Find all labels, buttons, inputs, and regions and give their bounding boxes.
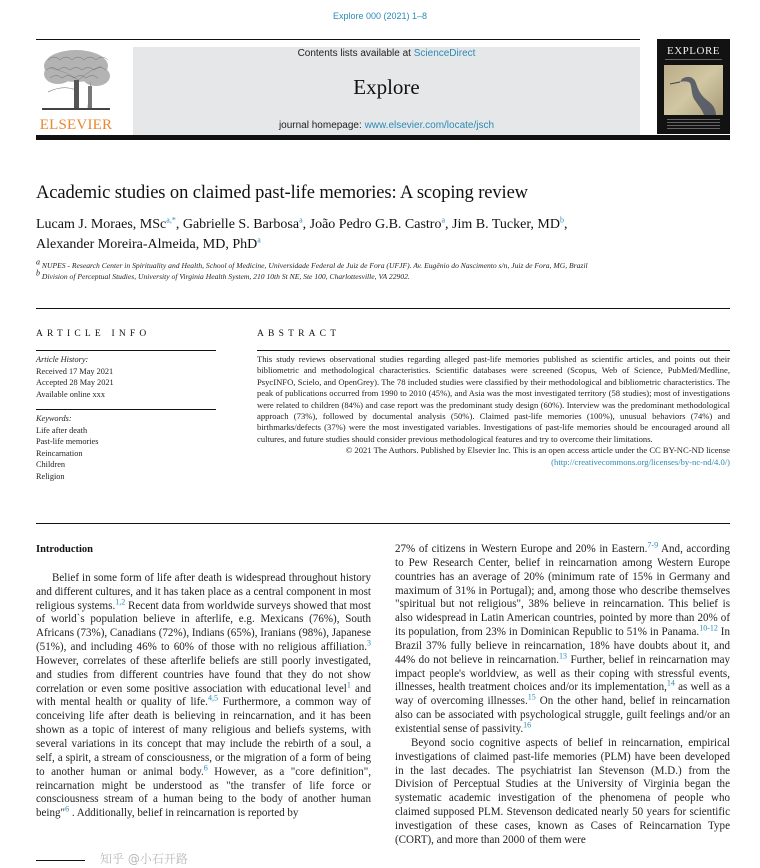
history-online: Available online xxx (36, 389, 105, 399)
elsevier-tree-icon (36, 46, 116, 116)
homepage-prefix: journal homepage: (278, 120, 365, 131)
author-sep: , (445, 217, 453, 232)
author-affil-sup[interactable]: a (441, 215, 446, 225)
intro-paragraph-2 (395, 540, 731, 737)
history-accepted: Accepted 28 May 2021 (36, 378, 114, 387)
masthead-top-rule (36, 39, 640, 40)
footnote-rule (36, 860, 85, 861)
affiliation-key: a (36, 257, 40, 267)
divider (36, 308, 730, 309)
keywords (36, 413, 216, 482)
article-history (36, 354, 216, 400)
masthead-banner (133, 47, 640, 135)
text-run: . Additionally, belief in reincarnation is reported by (69, 807, 299, 820)
text-run: And, according to Pew Research Center, belief in reincarnation among Western Europe countries has an average of 20% (minimum rate of 15% in Germany and maximum of 31% in Portugal); and, among those who describe themselves "spiritual but not religious", 38% believe in reincarnation. This belief is also widespread in Latin American countries, pointed by more than 20% of its population, from 23% in Dominican Republic to 51% in Panama. (395, 543, 730, 639)
citation-link[interactable]: 3 (367, 638, 371, 648)
body-column-left (36, 543, 371, 821)
author-name: Alexander Moreira-Almeida, MD, PhD (36, 237, 258, 252)
running-header[interactable]: Explore 000 (2021) 1–8 (332, 11, 428, 21)
text-run: In Brazil 37% fully believe in reincarnation, 18% have doubts about it, and 44% do not believe in reincarnation. (395, 626, 730, 666)
contents-prefix: Contents lists available at (297, 48, 414, 59)
article-history-label: Article History: (36, 355, 89, 364)
citation-link[interactable]: 13 (559, 651, 568, 661)
history-received: Received 17 May 2021 (36, 366, 114, 376)
text-run: However, as a "core definition", reincarnation might be understood as "the transfer of life force or consciousness stream of a human being to the body of another human being" (36, 765, 371, 820)
author-sep: , (302, 217, 310, 232)
author-sep: , (175, 217, 183, 232)
sciencedirect-link[interactable]: ScienceDirect (413, 48, 476, 59)
keyword: Religion (36, 471, 65, 481)
elsevier-logo[interactable] (36, 46, 116, 134)
homepage-line (133, 120, 640, 131)
author[interactable] (36, 237, 261, 252)
intro-paragraph-1 (36, 572, 371, 821)
abstract-text: This study reviews observational studies regarding alleged past-life memories published as scientific articles, and points out their bibliometric and methodological characteristics. Scientific databases were screened (Scopus, Web of Science, PubMed/Medline, PsycINFO, Scielo, and OpenGrey). The 78 included studies were classified by their methodological and bibliometric characteristics. The peak of publications occurred from 1990 to 2010 (45%), and Asia was the most investigated territory (58 studies); most of investigations were related to children (84%) and case report was the predominant study design (60%). Interview was the predominant methodological approach (73%), followed by documental analysis (50%). Claimed past-life memories (100%), unusual behaviors (74%) and birthmarks/defects (37%) were the most investigated variables. Investigations of past-life memories should be encouraged around all cultures, and future studies should consider previous methodological features and try to overcome their limitations. (257, 354, 730, 444)
affiliation-b (36, 268, 696, 282)
affiliations (36, 257, 696, 282)
author[interactable] (183, 217, 310, 232)
keyword: Past-life memories (36, 437, 99, 446)
cover-text-lines (667, 119, 720, 129)
author-list (36, 215, 736, 255)
journal-cover-image[interactable] (657, 39, 730, 134)
citation-link[interactable]: 14 (666, 678, 675, 688)
author-name: Jim B. Tucker, MD (452, 217, 560, 232)
masthead-bottom-rule (36, 135, 730, 140)
journal-homepage-link[interactable]: www.elsevier.com/locate/jsch (364, 120, 495, 131)
abstract-body (257, 354, 730, 468)
text-run: and with mental health or quality of life. (36, 682, 371, 709)
divider (36, 350, 216, 351)
text-run: However, correlates of these afterlife beliefs are still poorly investigated, and studies from different countries have found that they do not show correlation or even some positive association with educational level (36, 654, 371, 695)
affiliation-a (36, 257, 696, 271)
text-run: Further, belief in reincarnation may impact people's worldview, as well as their coping with stressful events, illnesses, health treatment choices and/or its implementation, (395, 653, 730, 694)
text-run: On the other hand, belief in reincarnation also can be associated with psychological struggle, guilt feelings and/or an existential sense of passivity. (395, 695, 730, 735)
author-name: Gabrielle S. Barbosa (182, 217, 300, 232)
divider (257, 350, 730, 351)
body-column-right (395, 540, 731, 848)
author-affil-sup[interactable]: a (299, 215, 303, 225)
contents-line (133, 48, 640, 59)
cover-subtitle-line (665, 59, 722, 60)
divider (36, 523, 730, 524)
affiliation-key: b (36, 268, 40, 278)
author-sep: , (564, 217, 568, 232)
divider (36, 409, 216, 410)
author-affil-sup[interactable]: a (257, 235, 261, 245)
abstract-heading: ABSTRACT (257, 329, 341, 339)
citation-link[interactable]: 10-12 (699, 623, 718, 633)
text-run: 27% of citizens in Western Europe and 20% in Eastern. (395, 543, 648, 555)
citation-link[interactable]: 6 (65, 804, 70, 814)
text-run: as well as a way of overcoming illnesses. (395, 681, 731, 708)
author-name: João Pedro G.B. Castro (309, 217, 442, 232)
text-run: Recent data from worldwide surveys showed that most of world`s population believe in afterlife, e.g. Mexicans (76%), South Africans (73%), Canadians (72%), Indians (65%), Iranians (98%), Japanese (51%), and including 46% to 60% of those with no religious affiliation. (36, 599, 371, 654)
watermark: 知乎 @小石开路 (100, 852, 188, 866)
journal-name: Explore (353, 75, 420, 99)
copyright-notice: © 2021 The Authors. Published by Elsevier Inc. This is an open access article under the CC BY-NC-ND license (345, 445, 730, 456)
author[interactable] (36, 217, 183, 232)
text-run: Furthermore, a common way of conceiving life after death is believing in reincarnation, and it has been shown as a topic of interest of many religious and beliefs systems, with several variations in its concept that may include the rebirth of a soul, a self, a spirit, a stream of consciousness, or the migration of a form of being to another human or animal body. (36, 696, 371, 778)
citation-link[interactable]: 7-9 (647, 540, 659, 550)
keyword: Life after death (36, 425, 88, 435)
citation-link[interactable]: 16 (523, 720, 532, 730)
introduction-heading: Introduction (36, 544, 93, 555)
affiliation-text: NUPES - Research Center in Spirituality and Health, School of Medicine, Universidade Federal de Juiz de Fora (UFJF). Av. Eugênio do Nascimento s/n, Juiz de Fora, MG, Brazil (41, 261, 588, 270)
citation-link[interactable]: 1 (346, 679, 351, 689)
affiliation-text: Division of Perceptual Studies, University of Virginia Health System, 210 10th St NE, Ste 100, Charlottesville, VA 22902. (41, 272, 410, 281)
citation-link[interactable]: 1,2 (115, 596, 126, 606)
intro-paragraph-3 (395, 737, 730, 848)
keyword: Reincarnation (36, 448, 83, 458)
text-run: Beyond socio cognitive aspects of belief in reincarnation, empirical investigations of claimed past-life memories (PLM) have been developed in the last decades. The psychiatrist Ian Stevenson (M.D.) from the Division of Perceptual Studies at the University of Virginia began the systematic academic investigation of the phenomena of people who claimed supposed PLM. Stevenson dedicated nearly 50 years for scientific investigation of these cases, known as Cases of Reincarnation Type (CORT), and more than 2000 of them were (395, 736, 730, 846)
text-run: Belief in some form of life after death is widespread throughout history and different cultures, and it has taken place as a central component in most religious systems. (36, 571, 371, 612)
elsevier-wordmark: ELSEVIER (39, 117, 113, 133)
cover-title: EXPLORE (667, 45, 720, 57)
article-title: Academic studies on claimed past-life memories: A scoping review (36, 183, 528, 203)
author-affil-sup[interactable]: a,* (166, 215, 176, 225)
article-info-heading: ARTICLE INFO (36, 329, 151, 339)
citation-link[interactable]: 4,5 (207, 693, 218, 703)
keyword: Children (36, 460, 66, 469)
author[interactable] (310, 217, 452, 232)
author-affil-sup[interactable]: b (560, 215, 564, 225)
keywords-label: Keywords: (36, 414, 72, 423)
author-name: Lucam J. Moraes, MSc (36, 217, 167, 232)
citation-link[interactable]: 6 (203, 762, 208, 772)
license-link[interactable]: (http://creativecommons.org/licenses/by-nc-nd/4.0/) (551, 456, 730, 467)
cover-heron-art (664, 65, 723, 115)
author[interactable] (452, 217, 567, 232)
heron-icon (664, 65, 723, 115)
citation-link[interactable]: 15 (527, 692, 536, 702)
